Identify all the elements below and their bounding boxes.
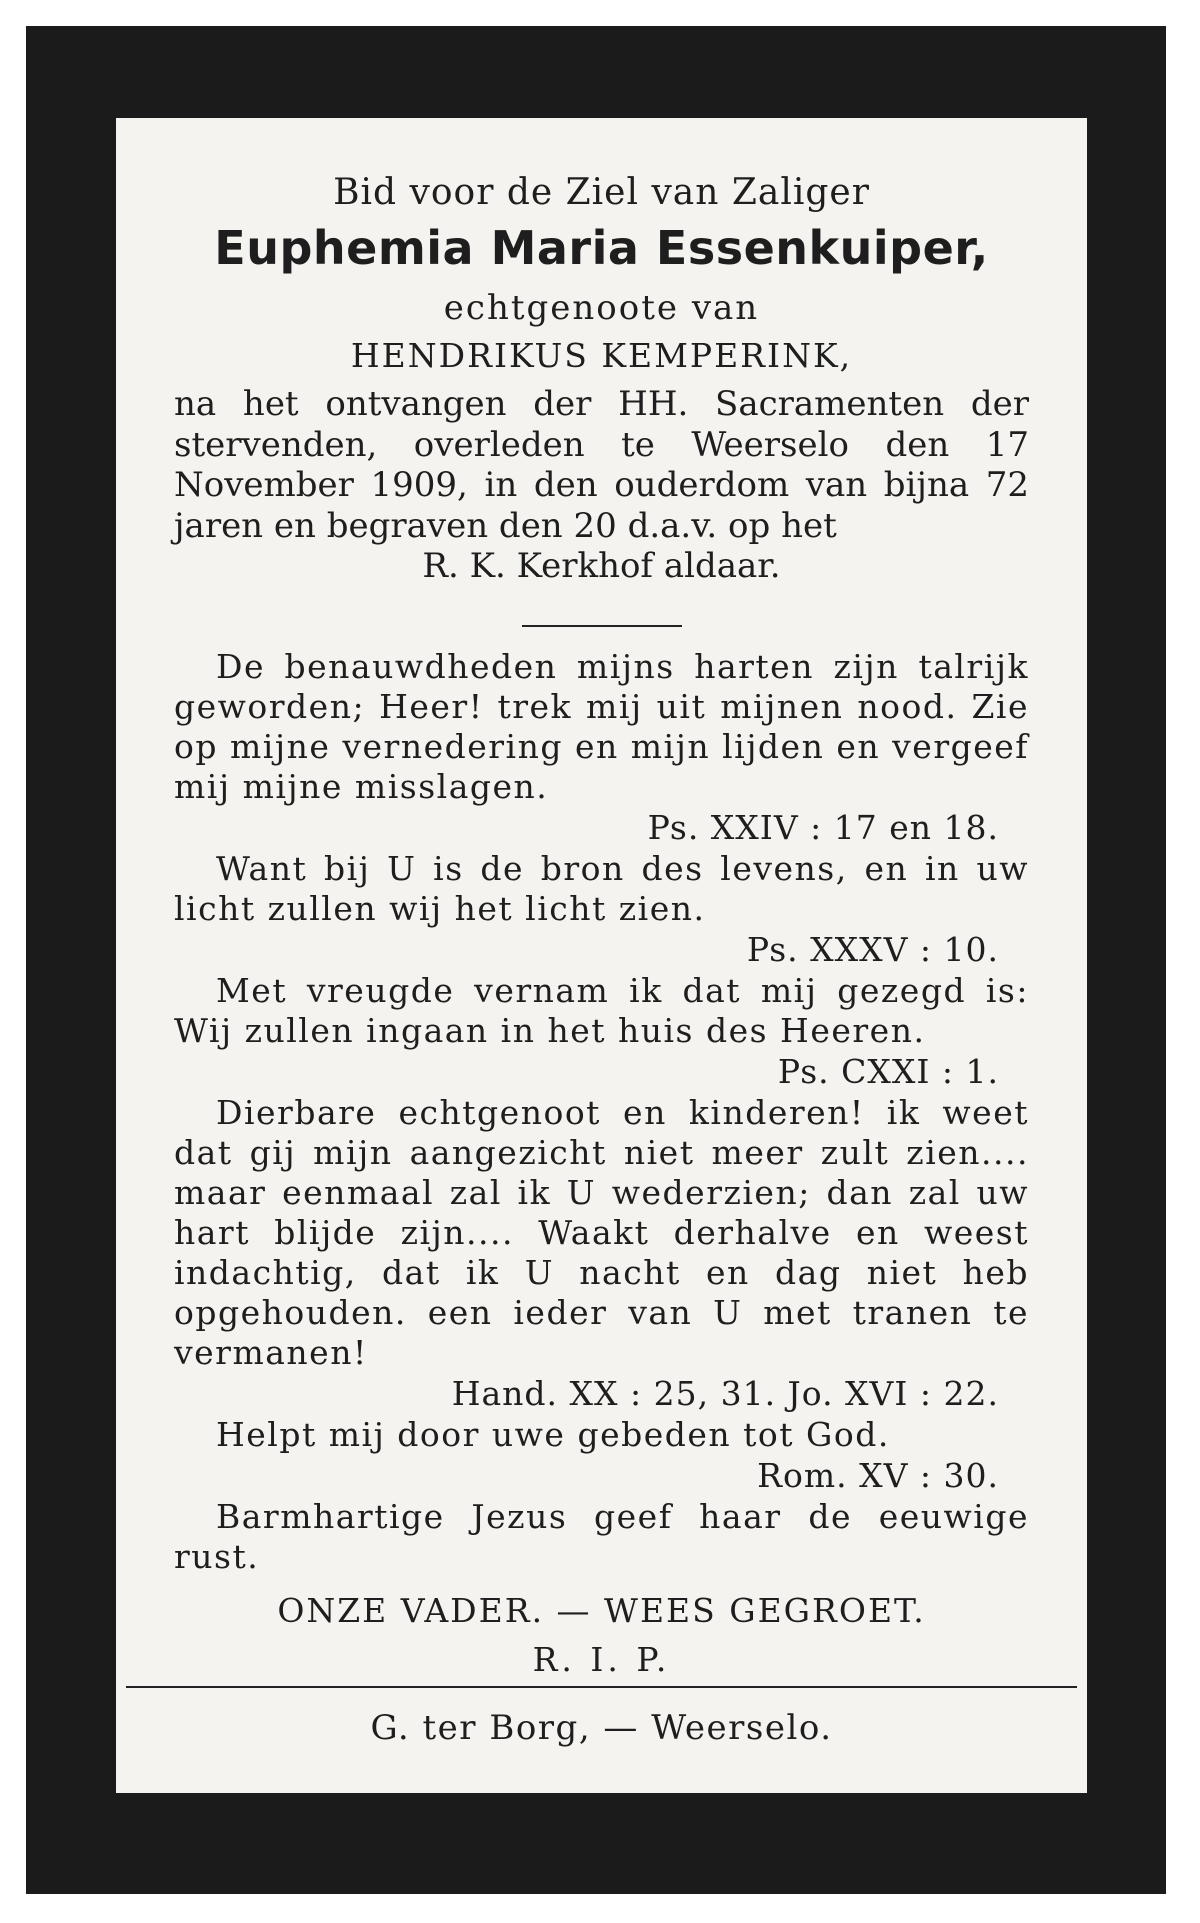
verse-block <box>174 1093 1029 1415</box>
verse-text: Dierbare echtgenoot en kinderen! ik weet dat gij mijn aangezicht niet meer zult zien.... maar eenmaal zal ik U wederzien; dan zal uw hart blijde zijn.... Waakt derhalve en weest indachtig, dat ik U nacht en dag niet heb opgehouden. een ieder van U met tranen te vermanen! <box>174 1092 1029 1372</box>
divider-short <box>522 625 682 627</box>
verse-reference: Hand. XX : 25, 31. Jo. XVI : 22. <box>451 1373 999 1413</box>
spouse-name: HENDRIKUS KEMPERINK, <box>350 336 853 375</box>
verse-text: De benauwdheden mijns harten zijn talrijk geworden; Heer! trek mij uit mijnen nood. Zie op mijne vernedering en mijn lijden en vergeef mij mijne misslagen. <box>174 646 1029 806</box>
biography-last-line: R. K. Kerkhof aldaar. <box>422 546 781 586</box>
verse-text: Barmhartige Jezus geef haar de eeuwige rust. <box>174 1496 1029 1576</box>
prayer-request: Bid voor de Ziel van Zaliger <box>333 172 870 213</box>
verse-reference: Ps. XXXV : 10. <box>746 929 999 969</box>
closing-prayers: ONZE VADER. — WEES GEGROET. <box>277 1590 926 1630</box>
rip: R. I. P. <box>532 1639 671 1679</box>
verse-reference: Rom. XV : 30. <box>757 1455 999 1495</box>
biography-text: na het ontvangen der HH. Sacramenten der stervenden, overleden te Weerselo den 17 November 1909, in den ouderdom van bijna 72 jaren en begraven den 20 d.a.v. op het <box>174 384 1029 546</box>
memorial-card <box>116 118 1087 1793</box>
verse-text: Helpt mij door uwe gebeden tot God. <box>216 1414 890 1454</box>
verse-text: Want bij U is de bron des levens, en in uw licht zullen wij het licht zien. <box>174 848 1029 928</box>
printer-credit: G. ter Borg, — Weerselo. <box>370 1708 833 1748</box>
verse-reference: Ps. XXIV : 17 en 18. <box>647 807 999 847</box>
verse-text: Met vreugde vernam ik dat mij gezegd is: Wij zullen ingaan in het huis des Heeren. <box>174 970 1029 1050</box>
verse-block <box>174 1415 1029 1497</box>
biography <box>174 384 1029 587</box>
deceased-name: Euphemia Maria Essenkuiper, <box>214 221 989 275</box>
verse-block <box>174 647 1029 849</box>
verse-reference: Ps. CXXI : 1. <box>777 1051 999 1091</box>
verse-block <box>174 849 1029 971</box>
spouse-intro: echtgenoote van <box>443 288 760 328</box>
verse-block <box>174 971 1029 1093</box>
verse-block <box>174 1497 1029 1577</box>
divider-full <box>126 1686 1077 1688</box>
